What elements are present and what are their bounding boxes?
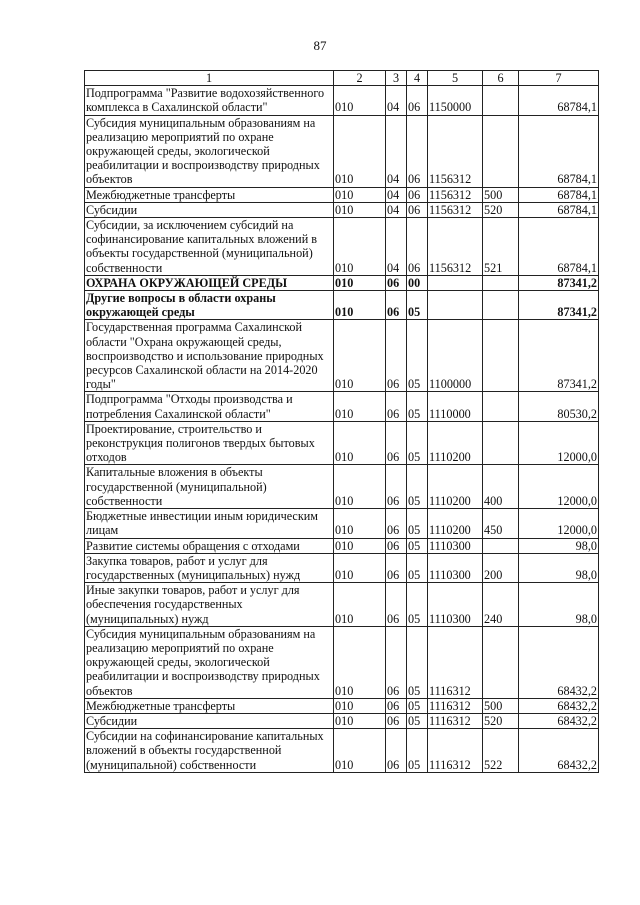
row-code-cell: 010	[334, 115, 386, 187]
row-subsection-cell: 06	[407, 86, 428, 115]
table-row	[85, 509, 599, 538]
table-row	[85, 729, 599, 773]
row-target-article-cell: 1110200	[428, 465, 483, 509]
row-target-article-cell: 1156312	[428, 218, 483, 276]
row-subsection-cell: 05	[407, 291, 428, 320]
row-subsection-cell: 05	[407, 713, 428, 728]
row-expense-type-cell: 520	[483, 713, 519, 728]
row-code-cell: 010	[334, 392, 386, 421]
row-name-cell: Закупка товаров, работ и услуг для государственных (муниципальных) нужд	[85, 553, 334, 582]
row-section-cell: 04	[386, 218, 407, 276]
table-row	[85, 626, 599, 698]
row-amount-cell: 68784,1	[519, 187, 599, 202]
row-section-cell: 04	[386, 187, 407, 202]
row-name-cell: Субсидии на софинансирование капитальных вложений в объекты государственной (муниципальной) собственности	[85, 729, 334, 773]
row-code-cell: 010	[334, 698, 386, 713]
column-header: 5	[428, 71, 483, 86]
row-name-cell: Подпрограмма "Развитие водохозяйственного комплекса в Сахалинской области"	[85, 86, 334, 115]
row-amount-cell: 68432,2	[519, 729, 599, 773]
row-name-cell: Субсидии, за исключением субсидий на софинансирование капитальных вложений в объекты государственной (муниципальной) собственности	[85, 218, 334, 276]
row-target-article-cell: 1116312	[428, 626, 483, 698]
row-subsection-cell: 05	[407, 538, 428, 553]
row-amount-cell: 87341,2	[519, 291, 599, 320]
row-section-cell: 06	[386, 291, 407, 320]
row-target-article-cell: 1150000	[428, 86, 483, 115]
table-row	[85, 291, 599, 320]
column-header: 4	[407, 71, 428, 86]
row-expense-type-cell	[483, 626, 519, 698]
row-expense-type-cell	[483, 86, 519, 115]
row-target-article-cell: 1110200	[428, 509, 483, 538]
row-section-cell: 06	[386, 421, 407, 465]
column-header: 6	[483, 71, 519, 86]
row-code-cell: 010	[334, 713, 386, 728]
table-row	[85, 713, 599, 728]
row-name-cell: Субсидия муниципальным образованиям на реализацию мероприятий по охране окружающей среды, экологической реабилитации и воспроизводству природных объектов	[85, 626, 334, 698]
row-amount-cell: 68432,2	[519, 626, 599, 698]
table-row	[85, 698, 599, 713]
row-code-cell: 010	[334, 320, 386, 392]
row-amount-cell: 98,0	[519, 583, 599, 627]
row-expense-type-cell	[483, 538, 519, 553]
row-name-cell: Другие вопросы в области охраны окружающей среды	[85, 291, 334, 320]
row-name-cell: Иные закупки товаров, работ и услуг для обеспечения государственных (муниципальных) нужд	[85, 583, 334, 627]
row-section-cell: 06	[386, 538, 407, 553]
row-expense-type-cell	[483, 392, 519, 421]
row-amount-cell: 12000,0	[519, 421, 599, 465]
row-subsection-cell: 05	[407, 583, 428, 627]
row-subsection-cell: 06	[407, 202, 428, 217]
row-target-article-cell: 1110300	[428, 583, 483, 627]
row-amount-cell: 68432,2	[519, 713, 599, 728]
row-name-cell: Межбюджетные трансферты	[85, 698, 334, 713]
row-expense-type-cell	[483, 421, 519, 465]
row-subsection-cell: 06	[407, 187, 428, 202]
row-amount-cell: 98,0	[519, 553, 599, 582]
row-subsection-cell: 05	[407, 626, 428, 698]
row-section-cell: 06	[386, 729, 407, 773]
row-expense-type-cell: 240	[483, 583, 519, 627]
row-section-cell: 06	[386, 698, 407, 713]
row-target-article-cell: 1110300	[428, 538, 483, 553]
row-target-article-cell: 1116312	[428, 698, 483, 713]
row-name-cell: Подпрограмма "Отходы производства и потребления Сахалинской области"	[85, 392, 334, 421]
row-target-article-cell: 1110000	[428, 392, 483, 421]
row-code-cell: 010	[334, 202, 386, 217]
row-section-cell: 06	[386, 583, 407, 627]
row-subsection-cell: 05	[407, 698, 428, 713]
row-section-cell: 06	[386, 275, 407, 290]
row-name-cell: ОХРАНА ОКРУЖАЮЩЕЙ СРЕДЫ	[85, 275, 334, 290]
row-expense-type-cell: 400	[483, 465, 519, 509]
row-code-cell: 010	[334, 86, 386, 115]
table-row	[85, 538, 599, 553]
row-target-article-cell: 1116312	[428, 729, 483, 773]
row-target-article-cell	[428, 275, 483, 290]
row-section-cell: 04	[386, 202, 407, 217]
row-section-cell: 06	[386, 626, 407, 698]
row-expense-type-cell: 200	[483, 553, 519, 582]
row-code-cell: 010	[334, 583, 386, 627]
row-code-cell: 010	[334, 421, 386, 465]
row-amount-cell: 68784,1	[519, 218, 599, 276]
row-expense-type-cell	[483, 275, 519, 290]
row-code-cell: 010	[334, 626, 386, 698]
row-expense-type-cell: 500	[483, 187, 519, 202]
row-subsection-cell: 05	[407, 465, 428, 509]
column-header: 7	[519, 71, 599, 86]
row-code-cell: 010	[334, 553, 386, 582]
row-subsection-cell: 00	[407, 275, 428, 290]
table-row	[85, 202, 599, 217]
row-name-cell: Государственная программа Сахалинской области "Охрана окружающей среды, воспроизводство и использование природных ресурсов Сахалинской области на 2014-2020 годы"	[85, 320, 334, 392]
table-row	[85, 115, 599, 187]
row-target-article-cell: 1156312	[428, 187, 483, 202]
row-name-cell: Бюджетные инвестиции иным юридическим лицам	[85, 509, 334, 538]
column-header: 2	[334, 71, 386, 86]
row-subsection-cell: 05	[407, 392, 428, 421]
row-target-article-cell: 1116312	[428, 713, 483, 728]
table-row	[85, 187, 599, 202]
table-row	[85, 465, 599, 509]
row-section-cell: 04	[386, 86, 407, 115]
table-row	[85, 218, 599, 276]
row-code-cell: 010	[334, 509, 386, 538]
row-amount-cell: 12000,0	[519, 509, 599, 538]
row-section-cell: 06	[386, 465, 407, 509]
row-section-cell: 04	[386, 115, 407, 187]
row-subsection-cell: 05	[407, 729, 428, 773]
row-name-cell: Развитие системы обращения с отходами	[85, 538, 334, 553]
row-amount-cell: 68432,2	[519, 698, 599, 713]
row-target-article-cell: 1156312	[428, 115, 483, 187]
header-row	[85, 71, 599, 86]
row-name-cell: Капитальные вложения в объекты государственной (муниципальной) собственности	[85, 465, 334, 509]
row-code-cell: 010	[334, 465, 386, 509]
table-header	[85, 71, 599, 86]
row-name-cell: Субсидии	[85, 202, 334, 217]
row-code-cell: 010	[334, 291, 386, 320]
row-code-cell: 010	[334, 275, 386, 290]
column-header: 3	[386, 71, 407, 86]
page-number: 87	[313, 38, 327, 53]
row-expense-type-cell	[483, 320, 519, 392]
row-section-cell: 06	[386, 713, 407, 728]
row-code-cell: 010	[334, 729, 386, 773]
row-subsection-cell: 05	[407, 320, 428, 392]
row-target-article-cell: 1100000	[428, 320, 483, 392]
column-header: 1	[85, 71, 334, 86]
table-row	[85, 392, 599, 421]
row-subsection-cell: 05	[407, 509, 428, 538]
row-expense-type-cell: 450	[483, 509, 519, 538]
row-name-cell: Субсидия муниципальным образованиям на реализацию мероприятий по охране окружающей среды, экологической реабилитации и воспроизводству природных объектов	[85, 115, 334, 187]
row-amount-cell: 68784,1	[519, 115, 599, 187]
row-target-article-cell: 1156312	[428, 202, 483, 217]
row-target-article-cell: 1110300	[428, 553, 483, 582]
table-row	[85, 583, 599, 627]
row-name-cell: Субсидии	[85, 713, 334, 728]
table-row	[85, 320, 599, 392]
row-section-cell: 06	[386, 553, 407, 582]
row-expense-type-cell: 500	[483, 698, 519, 713]
row-section-cell: 06	[386, 509, 407, 538]
row-expense-type-cell	[483, 291, 519, 320]
row-section-cell: 06	[386, 392, 407, 421]
row-code-cell: 010	[334, 538, 386, 553]
table-body	[85, 86, 599, 773]
row-amount-cell: 12000,0	[519, 465, 599, 509]
row-target-article-cell: 1110200	[428, 421, 483, 465]
row-expense-type-cell	[483, 115, 519, 187]
row-amount-cell: 98,0	[519, 538, 599, 553]
row-subsection-cell: 06	[407, 115, 428, 187]
table-row	[85, 421, 599, 465]
row-subsection-cell: 05	[407, 553, 428, 582]
row-subsection-cell: 05	[407, 421, 428, 465]
row-amount-cell: 80530,2	[519, 392, 599, 421]
table-row	[85, 553, 599, 582]
row-expense-type-cell: 521	[483, 218, 519, 276]
table-row	[85, 86, 599, 115]
row-amount-cell: 87341,2	[519, 320, 599, 392]
row-amount-cell: 68784,1	[519, 202, 599, 217]
row-amount-cell: 68784,1	[519, 86, 599, 115]
row-expense-type-cell: 520	[483, 202, 519, 217]
row-code-cell: 010	[334, 187, 386, 202]
row-name-cell: Проектирование, строительство и реконструкция полигонов твердых бытовых отходов	[85, 421, 334, 465]
row-amount-cell: 87341,2	[519, 275, 599, 290]
table-row	[85, 275, 599, 290]
row-section-cell: 06	[386, 320, 407, 392]
row-target-article-cell	[428, 291, 483, 320]
budget-table	[84, 70, 599, 773]
row-expense-type-cell: 522	[483, 729, 519, 773]
row-name-cell: Межбюджетные трансферты	[85, 187, 334, 202]
row-code-cell: 010	[334, 218, 386, 276]
row-subsection-cell: 06	[407, 218, 428, 276]
